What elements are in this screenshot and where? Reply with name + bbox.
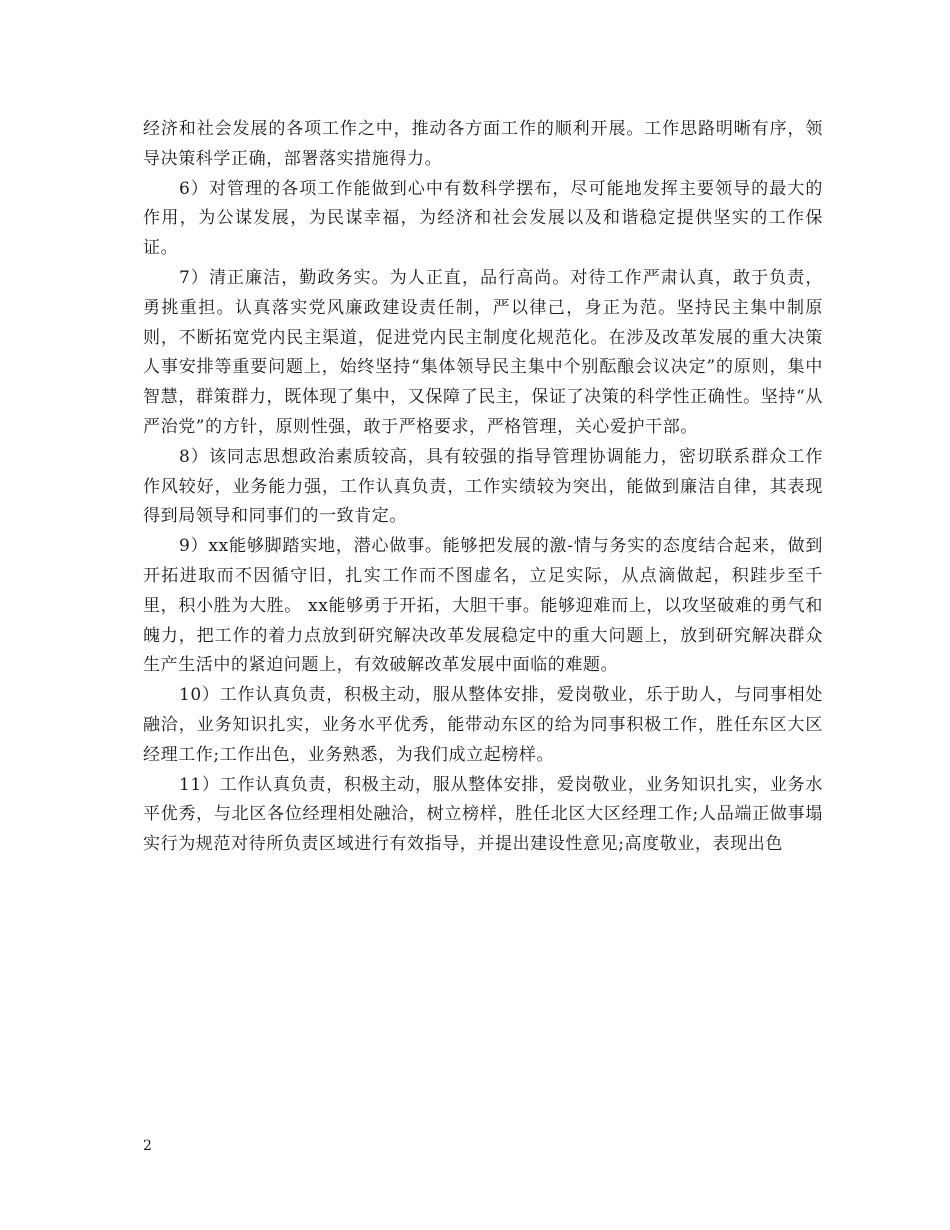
paragraph-item-6: 6）对管理的各项工作能做到心中有数科学摆布，尽可能地发挥主要领导的最大的作用，为公谋发展，为民谋幸福，为经济和社会发展以及和谐稳定提供坚实的工作保证。 xyxy=(143,178,823,259)
paragraph-continuation: 经济和社会发展的各项工作之中，推动各方面工作的顺利开展。工作思路明晰有序，领导决策科学正确，部署落实措施得力。 xyxy=(143,119,823,169)
paragraph-item-9: 9）xx能够脚踏实地，潜心做事。能够把发展的激-情与务实的态度结合起来，做到开拓进取而不因循守旧，扎实工作而不图虚名，立足实际，从点滴做起，积跬步至千里，积小胜为大胜。 xx能够勇于开拓，大胆干事。能够迎难而上，以攻坚破难的勇气和魄力，把工作的着力点放到研究解决改革发展稳定中的重大问题上，放到研究解决群众生产生活中的紧迫问题上，有效破解改革发展中面临的难题。 xyxy=(143,536,823,676)
paragraph-item-8: 8）该同志思想政治素质较高，具有较强的指导管理协调能力，密切联系群众工作作风较好，业务能力强，工作认真负责，工作实绩较为突出，能做到廉洁自律，其表现得到局领导和同事们的一致肯定。 xyxy=(143,446,823,527)
paragraph-item-7: 7）清正廉洁，勤政务实。为人正直，品行高尚。对待工作严肃认真，敢于负责，勇挑重担。认真落实党风廉政建设责任制，严以律己，身正为范。坚持民主集中制原则，不断拓宽党内民主渠道，促进党内民主制度化规范化。在涉及改革发展的重大决策人事安排等重要问题上，始终坚持“集体领导民主集中个别酝酿会议决定”的原则，集中智慧，群策群力，既体现了集中，又保障了民主，保证了决策的科学性正确性。坚持“从严治党”的方针，原则性强，敢于严格要求，严格管理，关心爱护干部。 xyxy=(143,267,823,437)
page-number: 2 xyxy=(143,1138,152,1154)
paragraph-item-10: 10）工作认真负责，积极主动，服从整体安排，爱岗敬业，乐于助人，与同事相处融洽，业务知识扎实，业务水平优秀，能带动东区的给为同事积极工作，胜任东区大区经理工作;工作出色，业务熟悉，为我们成立起榜样。 xyxy=(143,685,823,765)
document-body xyxy=(143,115,823,860)
paragraph-item-11: 11）工作认真负责，积极主动，服从整体安排，爱岗敬业，业务知识扎实，业务水平优秀，与北区各位经理相处融洽，树立榜样，胜任北区大区经理工作;人品端正做事塌实行为规范对待所负责区域进行有效指导，并提出建设性意见;高度敬业，表现出色 xyxy=(143,774,823,855)
